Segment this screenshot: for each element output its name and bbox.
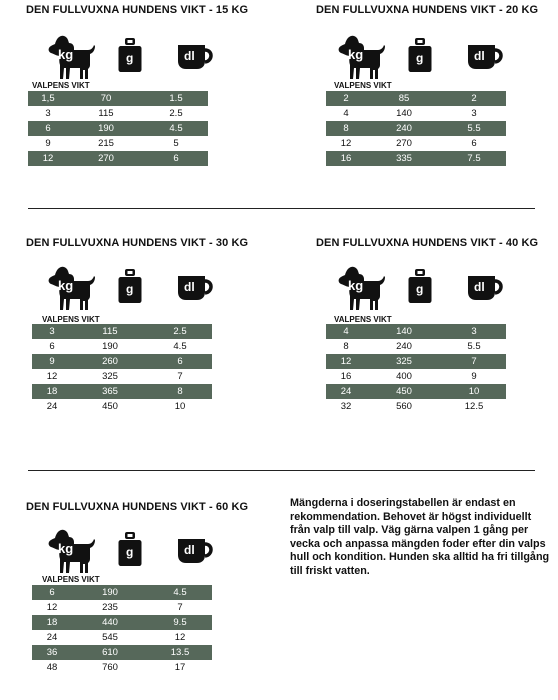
deciliter-cell: 6	[471, 138, 477, 149]
divider	[28, 470, 535, 471]
dog-icon	[338, 34, 386, 80]
puppy-weight-cell: 12	[46, 371, 58, 382]
puppy-weight-cell: 6	[49, 587, 55, 598]
grams-cell: 325	[102, 371, 118, 382]
grams-cell: 140	[396, 108, 412, 119]
table-row	[32, 600, 212, 615]
puppy-weight-cell: 24	[46, 401, 58, 412]
grams-cell: 190	[102, 587, 118, 598]
weight-label: g	[416, 51, 424, 65]
puppy-weight-cell: 48	[46, 662, 58, 673]
table-row	[326, 399, 506, 414]
weight-label: g	[416, 282, 424, 296]
deciliter-cell: 4.5	[173, 587, 187, 598]
grams-cell: 190	[102, 341, 118, 352]
table-row	[326, 151, 506, 166]
puppy-weight-cell: 2	[343, 93, 349, 104]
cup-label: dl	[184, 543, 195, 557]
puppy-weight-cell: 12	[42, 153, 54, 164]
puppy-weight-cell: 32	[340, 401, 352, 412]
dog-label: kg	[58, 541, 74, 556]
grams-cell: 560	[396, 401, 412, 412]
deciliter-cell: 7	[471, 356, 477, 367]
dosage-table	[32, 585, 212, 675]
weight-label: g	[126, 282, 134, 296]
table-row	[326, 384, 506, 399]
puppy-weight-cell: 4	[343, 108, 349, 119]
deciliter-cell: 7	[177, 371, 183, 382]
puppy-weight-cell: 12	[340, 356, 352, 367]
puppy-weight-cell: 9	[45, 138, 51, 149]
dog-label: kg	[58, 278, 74, 293]
grams-cell: 115	[98, 108, 114, 119]
cup-label: dl	[184, 280, 195, 294]
table-row	[28, 91, 208, 106]
table-row	[28, 151, 208, 166]
grams-cell: 85	[398, 93, 410, 104]
column-label: VALPENS VIKT	[334, 315, 392, 324]
puppy-weight-cell: 16	[340, 371, 352, 382]
puppy-weight-cell: 12	[46, 602, 58, 613]
column-label: VALPENS VIKT	[32, 81, 90, 90]
table-row	[28, 106, 208, 121]
grams-cell: 190	[98, 123, 114, 134]
grams-cell: 400	[396, 371, 412, 382]
grams-cell: 240	[396, 341, 412, 352]
dog-icon	[48, 528, 96, 574]
table-row	[32, 369, 212, 384]
deciliter-cell: 4.5	[173, 341, 187, 352]
deciliter-cell: 13.5	[170, 647, 190, 658]
table-row	[326, 369, 506, 384]
table-row	[326, 324, 506, 339]
puppy-weight-cell: 3	[45, 108, 51, 119]
table-row	[32, 645, 212, 660]
cup-icon	[466, 274, 506, 302]
weight-icon	[118, 38, 142, 72]
deciliter-cell: 1.5	[169, 93, 183, 104]
dosage-table	[326, 324, 506, 414]
deciliter-cell: 10	[468, 386, 480, 397]
dosage-table	[32, 324, 212, 414]
table-row	[32, 585, 212, 600]
table-row	[32, 615, 212, 630]
grams-cell: 260	[102, 356, 118, 367]
deciliter-cell: 7	[177, 602, 183, 613]
puppy-weight-cell: 8	[343, 341, 349, 352]
grams-cell: 440	[102, 617, 118, 628]
deciliter-cell: 4.5	[169, 123, 183, 134]
puppy-weight-cell: 16	[340, 153, 352, 164]
section-title: DEN FULLVUXNA HUNDENS VIKT - 60 KG	[26, 501, 249, 513]
weight-icon	[408, 38, 432, 72]
deciliter-cell: 7.5	[467, 153, 481, 164]
grams-cell: 270	[396, 138, 412, 149]
puppy-weight-cell: 4	[343, 326, 349, 337]
dog-icon	[48, 34, 96, 80]
deciliter-cell: 9.5	[173, 617, 187, 628]
grams-cell: 450	[396, 386, 412, 397]
table-row	[326, 354, 506, 369]
dog-icon	[48, 265, 96, 311]
table-row	[32, 354, 212, 369]
table-row	[32, 660, 212, 675]
deciliter-cell: 12.5	[464, 401, 484, 412]
puppy-weight-cell: 1,5	[41, 93, 55, 104]
deciliter-cell: 2	[471, 93, 477, 104]
cup-icon	[176, 43, 216, 71]
puppy-weight-cell: 6	[49, 341, 55, 352]
table-row	[32, 384, 212, 399]
puppy-weight-cell: 8	[343, 123, 349, 134]
deciliter-cell: 5	[173, 138, 179, 149]
deciliter-cell: 9	[471, 371, 477, 382]
deciliter-cell: 17	[174, 662, 186, 673]
section-title: DEN FULLVUXNA HUNDENS VIKT - 30 KG	[26, 237, 249, 249]
grams-cell: 450	[102, 401, 118, 412]
weight-label: g	[126, 545, 134, 559]
puppy-weight-cell: 36	[46, 647, 58, 658]
deciliter-cell: 6	[177, 356, 183, 367]
deciliter-cell: 10	[174, 401, 186, 412]
section-title: DEN FULLVUXNA HUNDENS VIKT - 20 KG	[316, 4, 539, 16]
weight-label: g	[126, 51, 134, 65]
cup-icon	[176, 537, 216, 565]
table-row	[32, 324, 212, 339]
puppy-weight-cell: 24	[46, 632, 58, 643]
grams-cell: 760	[102, 662, 118, 673]
dog-label: kg	[348, 47, 364, 62]
puppy-weight-cell: 3	[49, 326, 55, 337]
grams-cell: 70	[100, 93, 112, 104]
deciliter-cell: 5.5	[467, 123, 481, 134]
table-row	[32, 339, 212, 354]
puppy-weight-cell: 9	[49, 356, 55, 367]
puppy-weight-cell: 18	[46, 617, 58, 628]
deciliter-cell: 12	[174, 632, 186, 643]
dog-icon	[338, 265, 386, 311]
puppy-weight-cell: 18	[46, 386, 58, 397]
deciliter-cell: 2.5	[169, 108, 183, 119]
grams-cell: 215	[98, 138, 114, 149]
weight-icon	[118, 532, 142, 566]
column-label: VALPENS VIKT	[334, 81, 392, 90]
cup-label: dl	[474, 280, 485, 294]
table-row	[326, 136, 506, 151]
grams-cell: 115	[102, 326, 118, 337]
grams-cell: 365	[102, 386, 118, 397]
table-row	[28, 121, 208, 136]
cup-label: dl	[474, 49, 485, 63]
weight-icon	[118, 269, 142, 303]
deciliter-cell: 8	[177, 386, 183, 397]
grams-cell: 140	[396, 326, 412, 337]
divider	[28, 208, 535, 209]
table-row	[32, 399, 212, 414]
deciliter-cell: 2.5	[173, 326, 187, 337]
grams-cell: 235	[102, 602, 118, 613]
grams-cell: 610	[102, 647, 118, 658]
dosage-table	[28, 91, 208, 166]
puppy-weight-cell: 24	[340, 386, 352, 397]
puppy-weight-cell: 12	[340, 138, 352, 149]
section-title: DEN FULLVUXNA HUNDENS VIKT - 40 KG	[316, 237, 539, 249]
column-label: VALPENS VIKT	[42, 315, 100, 324]
deciliter-cell: 3	[471, 326, 477, 337]
column-label: VALPENS VIKT	[42, 575, 100, 584]
deciliter-cell: 5.5	[467, 341, 481, 352]
cup-icon	[176, 274, 216, 302]
recommendation-note: Mängderna i doseringstabellen är endast en rekommendation. Behovet är högst individuellt från valp till valp. Väg gärna valpen 1 gång per vecka och anpassa mängden foder efter din valps hull och kondition. Hunden ska alltid ha fri tillgång till friskt vatten.	[290, 497, 550, 577]
table-row	[326, 106, 506, 121]
grams-cell: 335	[396, 153, 412, 164]
weight-icon	[408, 269, 432, 303]
dosage-table	[326, 91, 506, 166]
grams-cell: 325	[396, 356, 412, 367]
table-row	[326, 121, 506, 136]
table-row	[28, 136, 208, 151]
cup-icon	[466, 43, 506, 71]
puppy-weight-cell: 6	[45, 123, 51, 134]
section-title: DEN FULLVUXNA HUNDENS VIKT - 15 KG	[26, 4, 249, 16]
cup-label: dl	[184, 49, 195, 63]
dog-label: kg	[348, 278, 364, 293]
grams-cell: 270	[98, 153, 114, 164]
table-row	[326, 339, 506, 354]
table-row	[326, 91, 506, 106]
table-row	[32, 630, 212, 645]
grams-cell: 545	[102, 632, 118, 643]
deciliter-cell: 6	[173, 153, 179, 164]
grams-cell: 240	[396, 123, 412, 134]
dog-label: kg	[58, 47, 74, 62]
deciliter-cell: 3	[471, 108, 477, 119]
